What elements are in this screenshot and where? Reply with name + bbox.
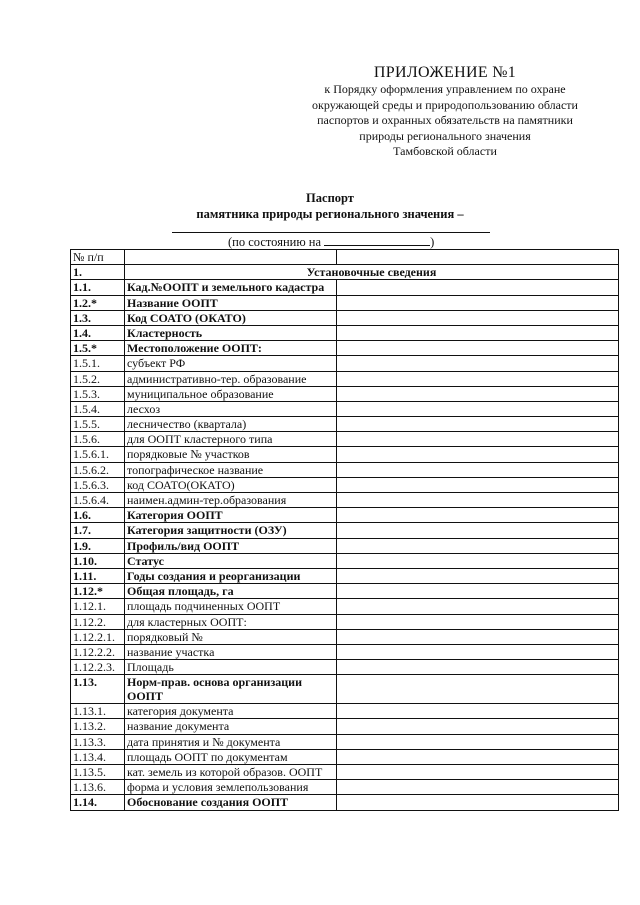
section-row [71,265,619,280]
header-num-cell: № п/п [71,250,125,265]
row-label-cell: название документа [125,719,337,734]
passport-table [70,249,619,811]
table-row [71,644,619,659]
row-value-cell[interactable] [337,386,619,401]
table-row [71,462,619,477]
row-num-cell: 1.7. [71,523,125,538]
table-row [71,629,619,644]
table-row [71,553,619,568]
row-num-cell: 1.12.2. [71,614,125,629]
row-num-cell: 1.12.* [71,584,125,599]
row-num-cell: 1.2.* [71,295,125,310]
row-num-cell: 1.5.3. [71,386,125,401]
row-value-cell[interactable] [337,325,619,340]
row-label-cell: Обоснование создания ООПТ [125,795,337,810]
row-num-cell: 1.12.1. [71,599,125,614]
table-row [71,508,619,523]
table-row [71,749,619,764]
row-num-cell: 1.5.1. [71,356,125,371]
row-num-cell: 1.13.6. [71,780,125,795]
row-label-cell: для кластерных ООПТ: [125,614,337,629]
row-num-cell: 1.12.2.3. [71,660,125,675]
table-row [71,386,619,401]
as-of-line [228,235,434,250]
row-num-cell: 1.12.2.2. [71,644,125,659]
row-label-cell: Название ООПТ [125,295,337,310]
row-label-cell: Местоположение ООПТ: [125,341,337,356]
table-row [71,417,619,432]
row-label-cell: для ООПТ кластерного типа [125,432,337,447]
row-value-cell[interactable] [337,749,619,764]
table-row [71,719,619,734]
header-empty-cell [337,250,619,265]
row-value-cell[interactable] [337,584,619,599]
table-row [71,371,619,386]
row-value-cell[interactable] [337,553,619,568]
row-value-cell[interactable] [337,432,619,447]
row-value-cell[interactable] [337,780,619,795]
row-label-cell: Кластерность [125,325,337,340]
row-value-cell[interactable] [337,795,619,810]
row-num-cell: 1.5.6.3. [71,477,125,492]
row-num-cell: 1.5.2. [71,371,125,386]
row-num-cell: 1.6. [71,508,125,523]
row-label-cell: Площадь [125,660,337,675]
appendix-line: природы регионального значения [359,128,531,143]
table-row [71,477,619,492]
row-label-cell: форма и условия землепользования [125,780,337,795]
appendix-line: к Порядку оформления управлением по охране [324,82,566,96]
table-header-row [71,250,619,265]
row-num-cell: 1.4. [71,325,125,340]
row-label-cell: Годы создания и реорганизации [125,568,337,583]
row-label-cell: кат. земель из которой образов. ООПТ [125,765,337,780]
table-row [71,765,619,780]
row-value-cell[interactable] [337,704,619,719]
row-value-cell[interactable] [337,280,619,295]
passport-title: Паспорт [306,191,354,205]
passport-subtitle: памятника природы регионального значения – [196,207,464,221]
row-value-cell[interactable] [337,765,619,780]
as-of-date-blank [324,235,430,246]
row-value-cell[interactable] [337,599,619,614]
row-label-cell: муниципальное образование [125,386,337,401]
row-num-cell: 1.13.4. [71,749,125,764]
table-row [71,401,619,416]
row-value-cell[interactable] [337,295,619,310]
row-value-cell[interactable] [337,629,619,644]
row-num-cell: 1.14. [71,795,125,810]
row-label-cell: лесхоз [125,401,337,416]
appendix-line: окружающей среды и природопользованию области [312,97,578,112]
row-value-cell[interactable] [337,493,619,508]
row-num-cell: 1.13.2. [71,719,125,734]
row-value-cell[interactable] [337,538,619,553]
as-of-close: ) [430,235,435,249]
row-label-cell: Категория защитности (ОЗУ) [125,523,337,538]
table-row [71,325,619,340]
table-row [71,493,619,508]
row-num-cell: 1.1. [71,280,125,295]
row-num-cell: 1.5.6.1. [71,447,125,462]
row-num-cell: 1.12.2.1. [71,629,125,644]
appendix-line: Тамбовской области [393,144,497,158]
row-value-cell[interactable] [337,644,619,659]
row-num-cell: 1.13.5. [71,765,125,780]
row-value-cell[interactable] [337,371,619,386]
table-row [71,780,619,795]
passport-heading [150,190,510,222]
row-value-cell[interactable] [337,447,619,462]
table-row [71,295,619,310]
row-label-cell: Норм-прав. основа организации ООПТ [125,675,337,704]
row-num-cell: 1.9. [71,538,125,553]
appendix-header [270,64,620,160]
table-row [71,660,619,675]
table-row [71,280,619,295]
row-value-cell[interactable] [337,462,619,477]
appendix-title: ПРИЛОЖЕНИЕ №1 [373,64,517,81]
row-value-cell[interactable] [337,477,619,492]
table-row [71,432,619,447]
table-row [71,356,619,371]
row-label-cell: площадь подчиненных ООПТ [125,599,337,614]
table-row [71,310,619,325]
row-label-cell: наимен.админ-тер.образования [125,493,337,508]
row-num-cell: 1.5.4. [71,401,125,416]
row-label-cell: Профиль/вид ООПТ [125,538,337,553]
section-num-cell: 1. [71,265,125,280]
row-value-cell[interactable] [337,401,619,416]
row-value-cell[interactable] [337,719,619,734]
row-label-cell: Категория ООПТ [125,508,337,523]
row-num-cell: 1.5.* [71,341,125,356]
table-row [71,568,619,583]
row-num-cell: 1.13.1. [71,704,125,719]
table-row [71,599,619,614]
section-title-cell: Установочные сведения [125,265,619,280]
row-num-cell: 1.5.6.4. [71,493,125,508]
table-row [71,704,619,719]
row-num-cell: 1.13. [71,675,125,704]
row-num-cell: 1.3. [71,310,125,325]
row-value-cell[interactable] [337,417,619,432]
row-label-cell: код СОАТО(ОКАТО) [125,477,337,492]
row-label-cell: порядковый № [125,629,337,644]
row-label-cell: административно-тер. образование [125,371,337,386]
row-label-cell: площадь ООПТ по документам [125,749,337,764]
row-label-cell: порядковые № участков [125,447,337,462]
row-label-cell: лесничество (квартала) [125,417,337,432]
row-value-cell[interactable] [337,614,619,629]
row-value-cell[interactable] [337,734,619,749]
table-row [71,795,619,810]
appendix-line: паспортов и охранных обязательств на памятники [317,113,573,127]
table-row [71,584,619,599]
row-value-cell[interactable] [337,568,619,583]
as-of-label: (по состоянию на [228,235,322,249]
row-num-cell: 1.10. [71,553,125,568]
row-value-cell[interactable] [337,660,619,675]
row-label-cell: название участка [125,644,337,659]
row-value-cell[interactable] [337,523,619,538]
row-value-cell[interactable] [337,310,619,325]
row-value-cell[interactable] [337,675,619,704]
row-label-cell: субъект РФ [125,356,337,371]
row-num-cell: 1.5.6.2. [71,462,125,477]
row-label-cell: Кад.№ООПТ и земельного кадастра [125,280,337,295]
row-num-cell: 1.11. [71,568,125,583]
row-value-cell[interactable] [337,356,619,371]
row-num-cell: 1.13.3. [71,734,125,749]
row-label-cell: категория документа [125,704,337,719]
table-row [71,734,619,749]
table-row [71,447,619,462]
row-label-cell: Код СОАТО (ОКАТО) [125,310,337,325]
table-row [71,538,619,553]
row-num-cell: 1.5.6. [71,432,125,447]
header-empty-cell [125,250,337,265]
row-label-cell: Общая площадь, га [125,584,337,599]
row-label-cell: топографическое название [125,462,337,477]
row-label-cell: Статус [125,553,337,568]
row-label-cell: дата принятия и № документа [125,734,337,749]
table-row [71,523,619,538]
row-value-cell[interactable] [337,508,619,523]
table-row [71,675,619,704]
row-num-cell: 1.5.5. [71,417,125,432]
row-value-cell[interactable] [337,341,619,356]
name-blank-line [172,232,490,233]
table-row [71,341,619,356]
table-row [71,614,619,629]
